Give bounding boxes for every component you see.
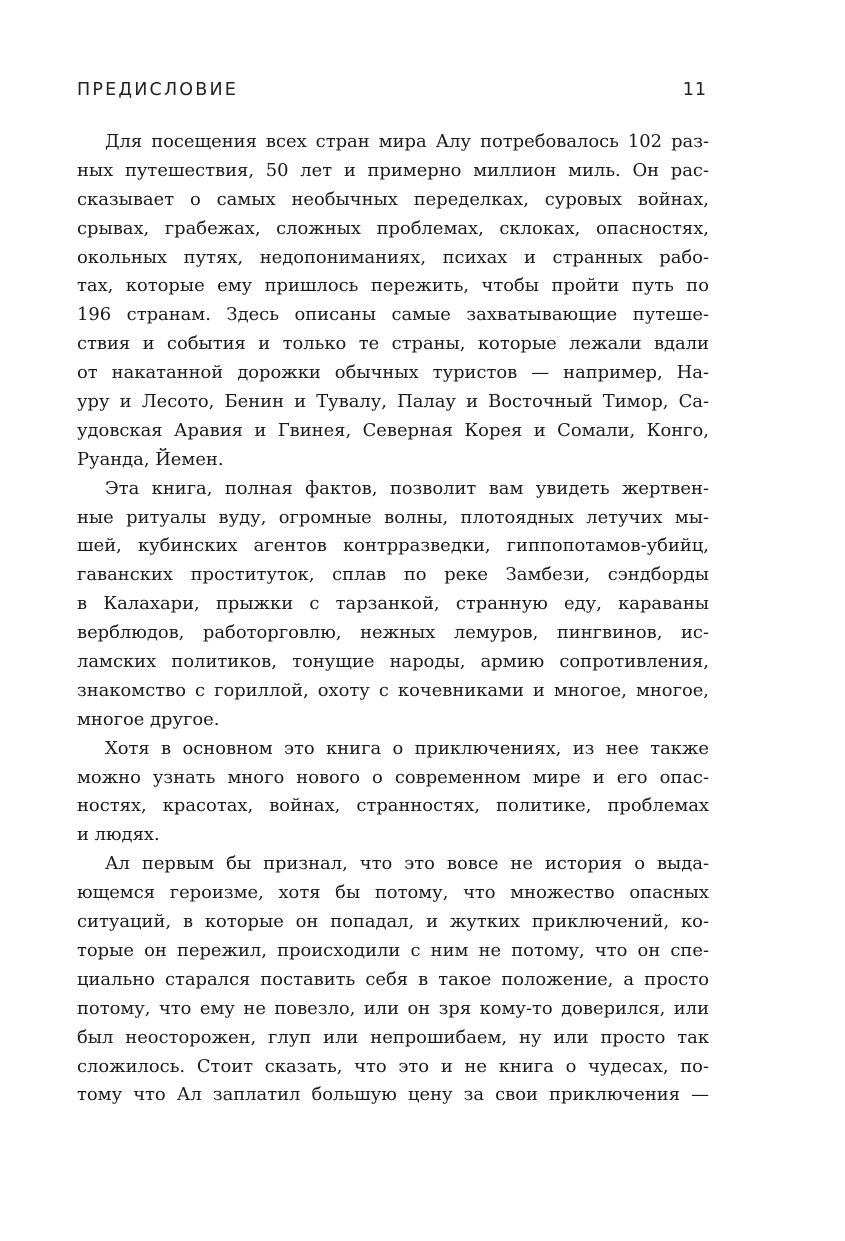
text-line: Хотя в основном это книга о приключениях, из нее также [105,737,709,759]
text-line: ностях, красотах, войнах, странностях, политике, проблемах [77,795,709,817]
text-line: был неосторожен, глуп или непрошибаем, ну или просто так [77,1026,709,1048]
text-line: ситуаций, в которые он попадал, и жутких приключений, ко- [77,911,709,933]
body-text [77,128,709,1110]
text-line: потому, что ему не повезло, или он зря кому-то доверился, или [77,997,709,1019]
paragraph [77,735,709,851]
text-line: и людях. [77,824,160,846]
text-line: гаванских проституток, сплав по реке Замбези, сэндборды [77,564,709,586]
text-line: уру и Лесото, Бенин и Тувалу, Палау и Восточный Тимор, Са- [77,391,709,413]
text-line: удовская Аравия и Гвинея, Северная Корея и Сомали, Конго, [77,419,709,441]
text-line: тому что Ал заплатил большую цену за свои приключения — [77,1084,709,1106]
paragraph [77,475,709,735]
text-line: ламских политиков, тонущие народы, армию сопротивления, [77,651,709,673]
page-number: 11 [682,80,707,100]
text-line: сложилось. Стоит сказать, что это и не книга о чудесах, по- [77,1055,709,1077]
text-line: окольных путях, недопониманиях, психах и странных рабо- [77,246,709,268]
text-line: от накатанной дорожки обычных туристов — например, На- [77,362,709,384]
text-line: можно узнать много нового о современном мире и его опас- [77,766,709,788]
text-line: Руанда, Йемен. [77,448,224,470]
text-line: Эта книга, полная фактов, позволит вам увидеть жертвен- [105,477,709,499]
text-line: срывах, грабежах, сложных проблемах, склоках, опасностях, [77,217,709,239]
text-line: Для посещения всех стран мира Алу потребовалось 102 раз- [105,131,709,152]
text-line: ствия и события и только те страны, которые лежали вдали [77,333,709,355]
text-line: 196 странам. Здесь описаны самые захватывающие путеше- [77,304,709,326]
text-line: ные ритуалы вуду, огромные волны, плотоядных летучих мы- [77,506,709,528]
running-title: ПРЕДИСЛОВИЕ [77,80,239,100]
text-line: ющемся героизме, хотя бы потому, что множество опасных [77,882,709,904]
text-line: шей, кубинских агентов контрразведки, гиппопотамов-убийц, [77,535,709,557]
text-line: циально старался поставить себя в такое положение, а просто [77,968,709,990]
text-line: знакомство с гориллой, охоту с кочевниками и многое, многое, [77,679,709,701]
text-line: в Калахари, прыжки с тарзанкой, странную еду, караваны [77,593,709,615]
text-line: торые он пережил, происходили с ним не потому, что он спе- [77,939,709,961]
paragraph [77,128,709,475]
text-line: верблюдов, работорговлю, нежных лемуров, пингвинов, ис- [77,622,709,644]
text-line: сказывает о самых необычных переделках, суровых войнах, [77,188,709,210]
paragraph [77,850,709,1110]
text-line: тах, которые ему пришлось пережить, чтобы пройти путь по [77,275,709,297]
text-line: ных путешествия, 50 лет и примерно миллион миль. Он рас- [77,159,709,181]
text-line: Ал первым бы признал, что это вовсе не история о выда- [105,853,709,875]
text-line: многое другое. [77,708,220,730]
